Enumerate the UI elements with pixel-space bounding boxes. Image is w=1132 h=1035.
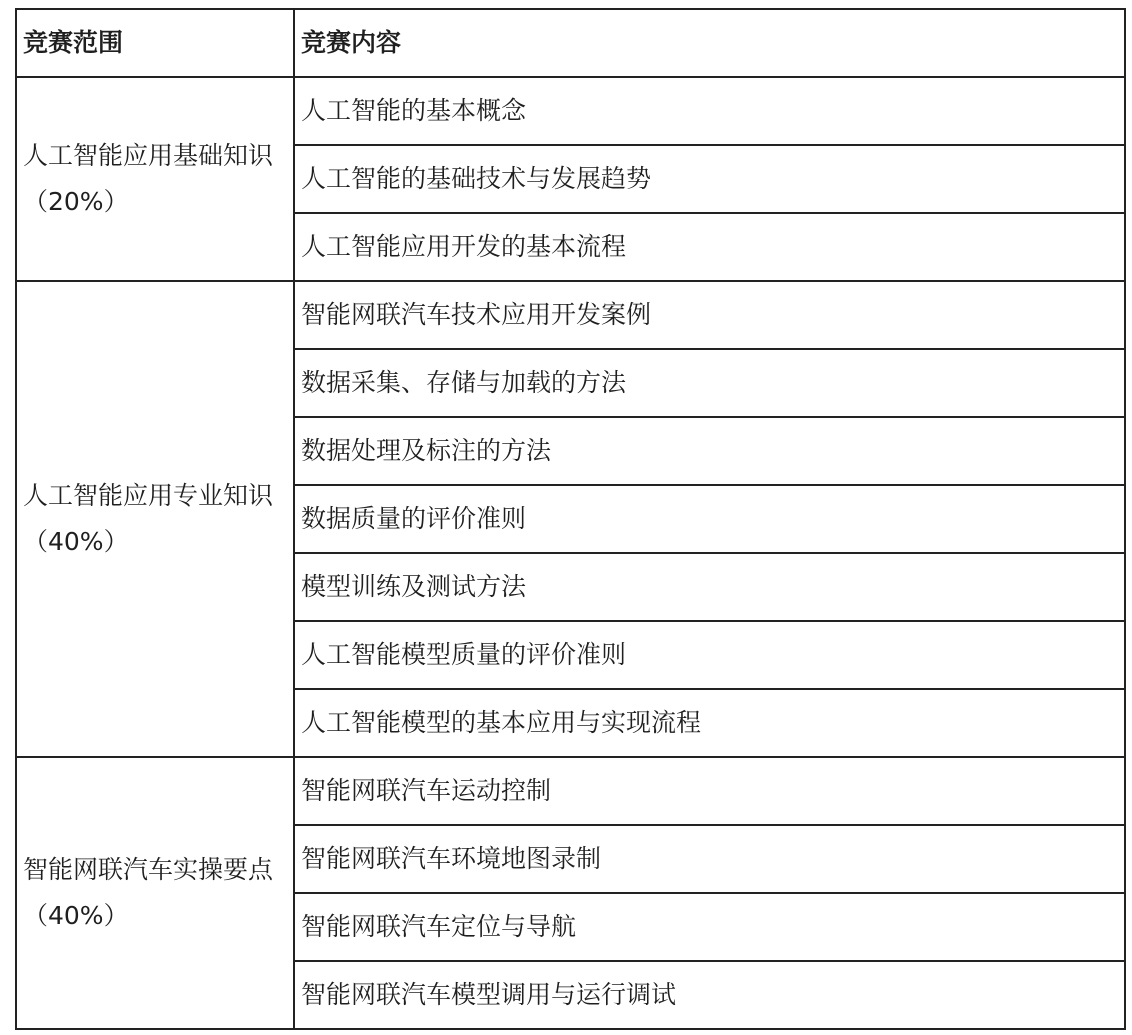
content-cell: 数据采集、存储与加载的方法 <box>294 349 1125 417</box>
scope-cell: 智能网联汽车实操要点（40%） <box>16 757 294 1029</box>
content-cell: 智能网联汽车技术应用开发案例 <box>294 281 1125 349</box>
content-cell: 模型训练及测试方法 <box>294 553 1125 621</box>
scope-cell: 人工智能应用基础知识（20%） <box>16 77 294 281</box>
header-scope: 竞赛范围 <box>16 9 294 77</box>
content-cell: 智能网联汽车环境地图录制 <box>294 825 1125 893</box>
content-cell: 人工智能的基础技术与发展趋势 <box>294 145 1125 213</box>
header-content: 竞赛内容 <box>294 9 1125 77</box>
content-cell: 人工智能应用开发的基本流程 <box>294 213 1125 281</box>
table-row <box>16 281 1125 349</box>
scope-cell: 人工智能应用专业知识（40%） <box>16 281 294 757</box>
content-cell: 人工智能模型的基本应用与实现流程 <box>294 689 1125 757</box>
content-cell: 人工智能的基本概念 <box>294 77 1125 145</box>
content-cell: 智能网联汽车定位与导航 <box>294 893 1125 961</box>
competition-table <box>15 8 1126 1030</box>
content-cell: 数据处理及标注的方法 <box>294 417 1125 485</box>
content-cell: 数据质量的评价准则 <box>294 485 1125 553</box>
content-cell: 人工智能模型质量的评价准则 <box>294 621 1125 689</box>
table-row <box>16 757 1125 825</box>
content-cell: 智能网联汽车模型调用与运行调试 <box>294 961 1125 1029</box>
table-row <box>16 77 1125 145</box>
table-header-row <box>16 9 1125 77</box>
content-cell: 智能网联汽车运动控制 <box>294 757 1125 825</box>
